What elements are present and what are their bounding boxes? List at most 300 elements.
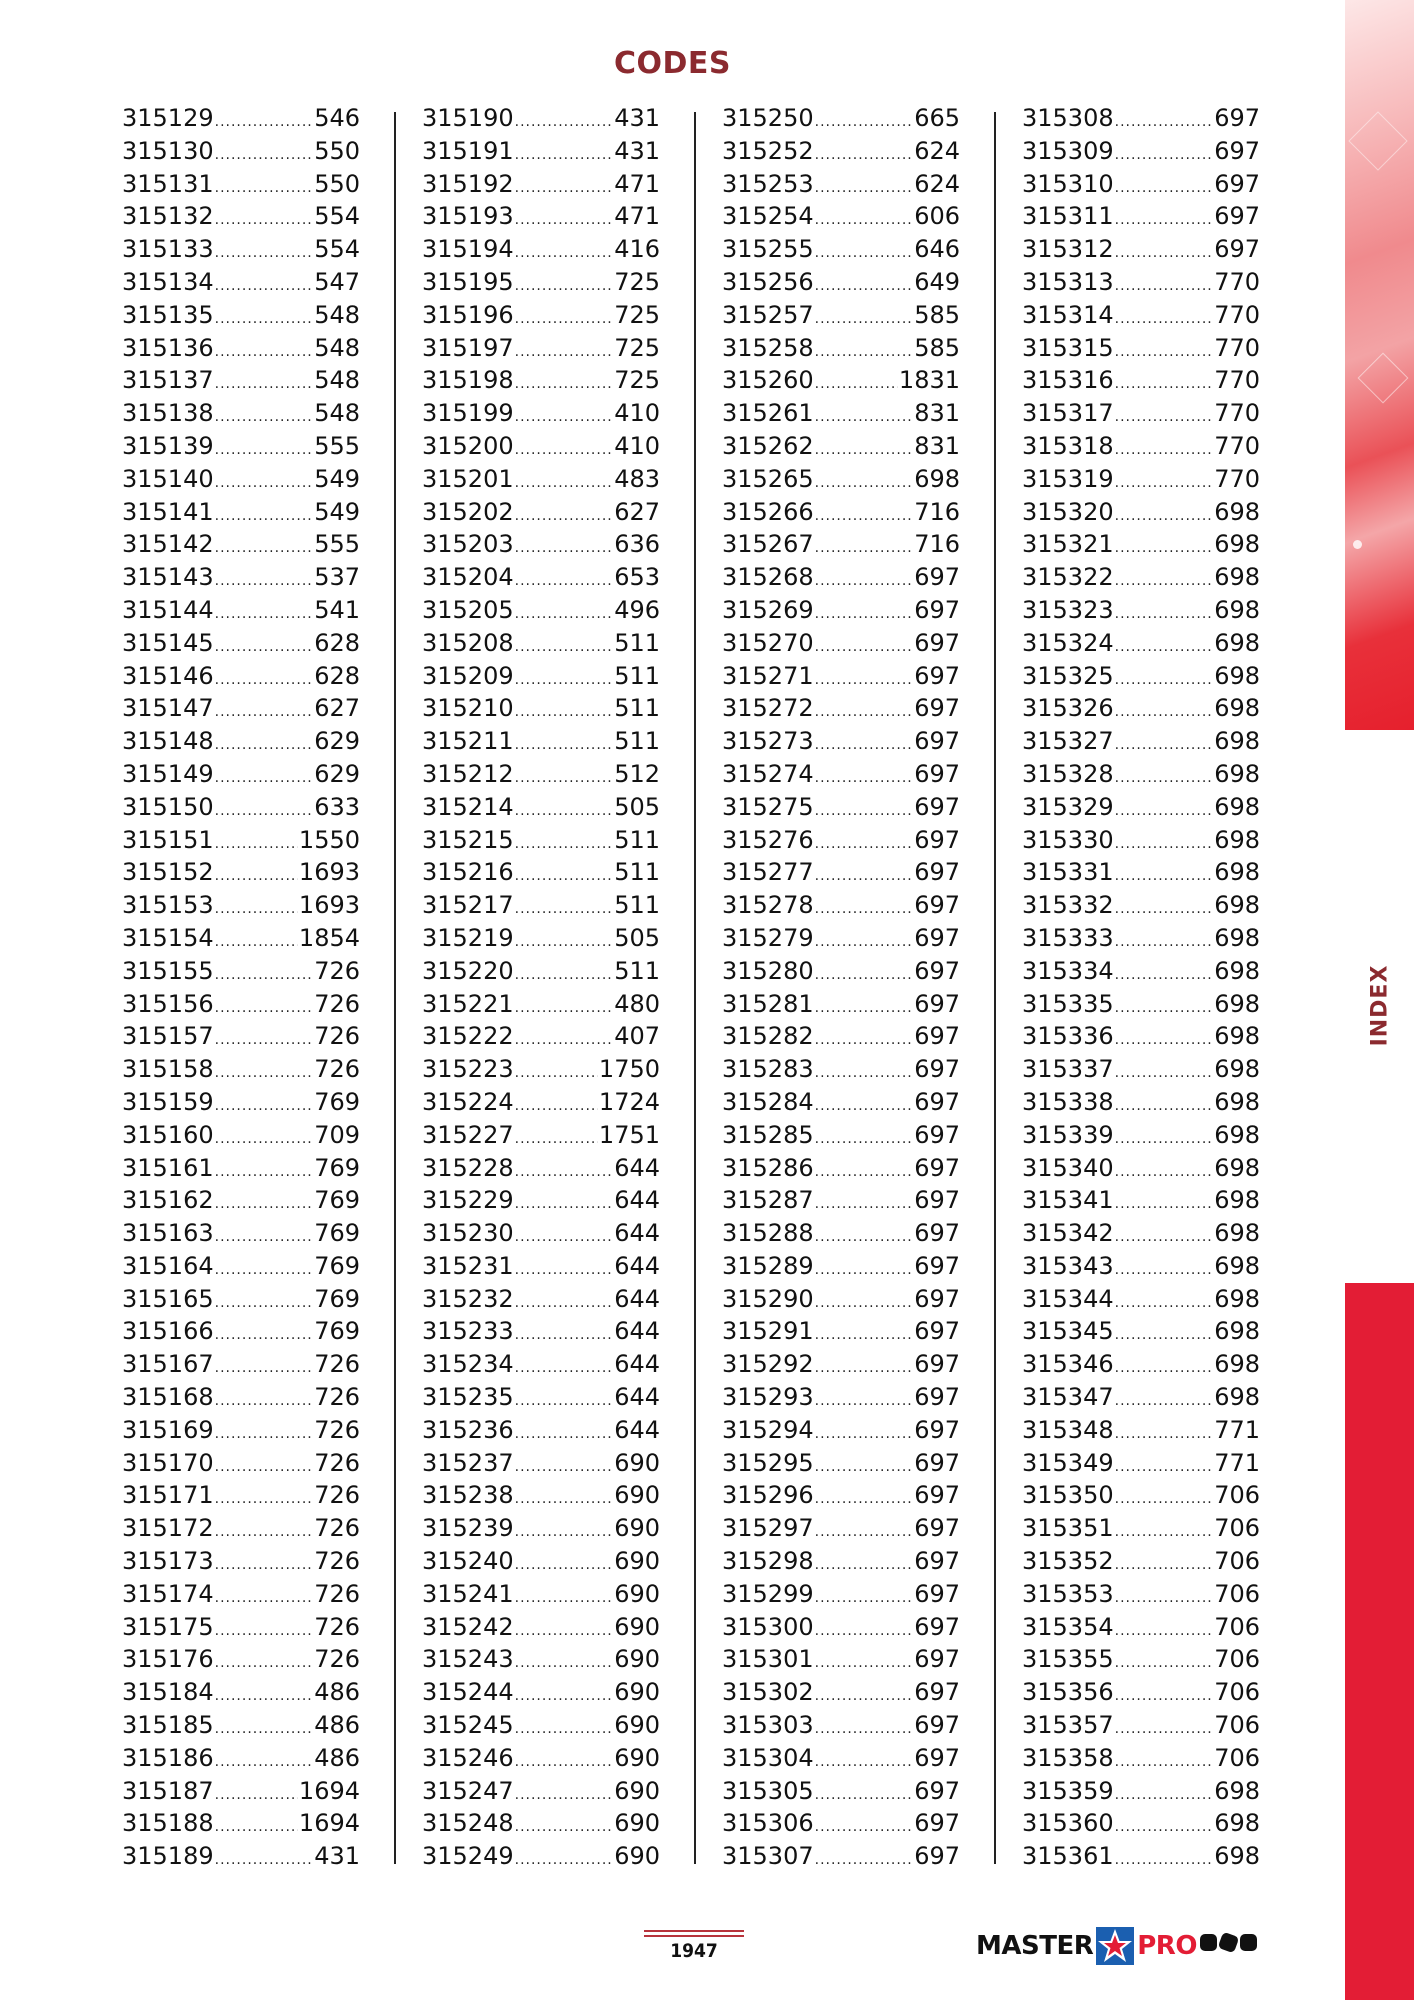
dot-leader [815, 1451, 914, 1484]
entry-code: 315196 [422, 300, 514, 329]
entry-code: 315357 [1022, 1711, 1114, 1740]
entry-code: 315352 [1022, 1547, 1114, 1576]
entry-code: 315308 [1022, 104, 1114, 132]
index-entry [722, 496, 960, 529]
dot-leader [815, 1549, 914, 1582]
index-entry [422, 168, 660, 201]
index-entry [422, 561, 660, 594]
entry-page: 690 [614, 1579, 660, 1608]
index-entry [422, 496, 660, 529]
dot-leader [215, 434, 314, 467]
index-entry [1022, 1807, 1260, 1840]
dot-leader [1115, 762, 1214, 795]
dot-leader [515, 172, 614, 205]
index-entry [122, 1578, 360, 1611]
entry-page: 550 [314, 136, 360, 165]
entry-page: 769 [314, 1087, 360, 1116]
dot-leader [515, 1352, 614, 1385]
logo-text-pro: PRO [1137, 1931, 1197, 1961]
dot-leader [215, 1090, 314, 1123]
dot-leader [515, 1647, 614, 1680]
dot-leader [1115, 828, 1214, 861]
dot-leader [815, 303, 914, 336]
entry-code: 315160 [122, 1120, 214, 1149]
entry-page: 726 [314, 956, 360, 985]
entry-page: 537 [314, 563, 360, 592]
entry-code: 315280 [722, 956, 814, 985]
entry-page: 511 [614, 661, 660, 690]
dot-leader [815, 1483, 914, 1516]
entry-code: 315143 [122, 563, 214, 592]
entry-code: 315304 [722, 1743, 814, 1772]
entry-code: 315341 [1022, 1186, 1114, 1215]
entry-code: 315190 [422, 104, 514, 132]
entry-page: 697 [914, 628, 960, 657]
entry-code: 315319 [1022, 464, 1114, 493]
entry-code: 315194 [422, 235, 514, 264]
dot-leader [1115, 139, 1214, 172]
entry-page: 697 [914, 563, 960, 592]
entry-page: 697 [914, 1579, 960, 1608]
entry-code: 315334 [1022, 956, 1114, 985]
side-band-gradient [1345, 0, 1414, 730]
index-entry [422, 627, 660, 660]
dot-leader [815, 1123, 914, 1156]
dot-leader [1115, 1418, 1214, 1451]
dot-leader [515, 434, 614, 467]
entry-code: 315239 [422, 1514, 514, 1543]
index-entry [122, 1611, 360, 1644]
index-entry [1022, 1611, 1260, 1644]
dot-leader [515, 1385, 614, 1418]
dot-leader [1115, 1385, 1214, 1418]
entry-page: 698 [1214, 1842, 1260, 1871]
entry-page: 698 [1214, 891, 1260, 920]
dot-leader [815, 1024, 914, 1057]
entry-code: 315332 [1022, 891, 1114, 920]
dot-leader [215, 1549, 314, 1582]
index-entry [722, 955, 960, 988]
dot-leader [815, 1254, 914, 1287]
entry-page: 706 [1214, 1547, 1260, 1576]
entry-page: 511 [614, 694, 660, 723]
entry-code: 315317 [1022, 399, 1114, 428]
dot-leader [515, 1549, 614, 1582]
dot-leader [515, 1516, 614, 1549]
entry-page: 698 [1214, 858, 1260, 887]
entry-code: 315168 [122, 1383, 214, 1412]
dot-leader [515, 336, 614, 369]
entry-page: 698 [1214, 694, 1260, 723]
index-entry [422, 299, 660, 332]
index-entry [1022, 824, 1260, 857]
entry-code: 315131 [122, 169, 214, 198]
entry-page: 644 [614, 1284, 660, 1313]
dot-leader [515, 664, 614, 697]
dot-leader [1115, 1352, 1214, 1385]
entry-code: 315336 [1022, 1022, 1114, 1051]
logo-text-master: MASTER [976, 1931, 1094, 1961]
dot-leader [1115, 1287, 1214, 1320]
index-entry [722, 1709, 960, 1742]
entry-code: 315348 [1022, 1415, 1114, 1444]
entry-page: 697 [914, 1415, 960, 1444]
dot-leader [1115, 1680, 1214, 1713]
entry-code: 315303 [722, 1711, 814, 1740]
entry-code: 315310 [1022, 169, 1114, 198]
index-entry [122, 692, 360, 725]
dot-leader [815, 729, 914, 762]
index-entry [722, 725, 960, 758]
index-entry [122, 758, 360, 791]
dot-leader [815, 1647, 914, 1680]
entry-code: 315291 [722, 1317, 814, 1346]
dot-leader [515, 1746, 614, 1779]
index-entry [722, 561, 960, 594]
dot-leader [1115, 696, 1214, 729]
dot-leader [815, 532, 914, 565]
entry-code: 315161 [122, 1153, 214, 1182]
index-entry [722, 1053, 960, 1086]
entry-page: 698 [1214, 1317, 1260, 1346]
index-entry [1022, 561, 1260, 594]
entry-code: 315284 [722, 1087, 814, 1116]
dot-leader [1115, 893, 1214, 926]
dot-leader [215, 1451, 314, 1484]
index-entry [1022, 200, 1260, 233]
dot-leader [215, 532, 314, 565]
entry-code: 315302 [722, 1678, 814, 1707]
dot-leader [515, 1090, 598, 1123]
entry-code: 315199 [422, 399, 514, 428]
entry-code: 315299 [722, 1579, 814, 1608]
index-entry [1022, 1742, 1260, 1775]
entry-code: 315326 [1022, 694, 1114, 723]
entry-code: 315211 [422, 727, 514, 756]
entry-code: 315147 [122, 694, 214, 723]
index-entry [722, 1315, 960, 1348]
dot-leader [515, 762, 614, 795]
entry-page: 726 [314, 1383, 360, 1412]
dot-leader [815, 1057, 914, 1090]
entry-page: 624 [914, 136, 960, 165]
entry-page: 698 [1214, 530, 1260, 559]
dot-leader [515, 893, 614, 926]
dot-leader [1115, 368, 1214, 401]
index-entry [722, 233, 960, 266]
entry-code: 315313 [1022, 267, 1114, 296]
dot-leader [215, 1188, 314, 1221]
entry-page: 555 [314, 530, 360, 559]
index-entry [422, 988, 660, 1021]
entry-code: 315134 [122, 267, 214, 296]
entry-code: 315276 [722, 825, 814, 854]
entry-code: 315298 [722, 1547, 814, 1576]
entry-page: 690 [614, 1842, 660, 1871]
index-entry [722, 791, 960, 824]
entry-page: 697 [914, 1317, 960, 1346]
entry-page: 706 [1214, 1579, 1260, 1608]
entry-code: 315220 [422, 956, 514, 985]
entry-page: 770 [1214, 300, 1260, 329]
entry-page: 769 [314, 1219, 360, 1248]
index-entry [1022, 1381, 1260, 1414]
masterpro-logo [976, 1926, 1197, 1966]
entry-page: 624 [914, 169, 960, 198]
index-entry [122, 1250, 360, 1283]
index-entry [122, 1512, 360, 1545]
dot-leader [215, 1287, 314, 1320]
entry-page: 770 [1214, 399, 1260, 428]
entry-page: 431 [614, 104, 660, 132]
entry-code: 315244 [422, 1678, 514, 1707]
index-entry [722, 824, 960, 857]
index-entry [422, 1775, 660, 1808]
entry-code: 315175 [122, 1612, 214, 1641]
dot-leader [1115, 1156, 1214, 1189]
page-number-rule [644, 1930, 744, 1940]
entry-code: 315233 [422, 1317, 514, 1346]
entry-page: 697 [914, 727, 960, 756]
index-entry [422, 1742, 660, 1775]
dot-leader [515, 532, 614, 565]
entry-code: 315344 [1022, 1284, 1114, 1313]
entry-code: 315209 [422, 661, 514, 690]
index-entry [422, 1643, 660, 1676]
dot-leader [515, 1188, 614, 1221]
dot-leader [815, 1582, 914, 1615]
dot-leader [515, 1451, 614, 1484]
entry-code: 315235 [422, 1383, 514, 1412]
index-entry [1022, 496, 1260, 529]
dot-leader [515, 992, 614, 1025]
entry-page: 698 [1214, 792, 1260, 821]
index-entry [722, 1775, 960, 1808]
entry-code: 315170 [122, 1448, 214, 1477]
dot-leader [215, 1647, 314, 1680]
index-entry [422, 528, 660, 561]
entry-page: 698 [1214, 661, 1260, 690]
dot-leader [515, 500, 614, 533]
entry-page: 633 [314, 792, 360, 821]
dot-leader [815, 1680, 914, 1713]
entry-code: 315241 [422, 1579, 514, 1608]
entry-code: 315200 [422, 431, 514, 460]
entry-code: 315268 [722, 563, 814, 592]
entry-code: 315155 [122, 956, 214, 985]
index-entry [722, 266, 960, 299]
entry-code: 315320 [1022, 497, 1114, 526]
entry-code: 315250 [722, 104, 814, 132]
entry-code: 315216 [422, 858, 514, 887]
dot-leader [815, 172, 914, 205]
entry-page: 697 [914, 1743, 960, 1772]
dot-leader [215, 1024, 314, 1057]
dot-leader [1115, 1582, 1214, 1615]
dot-leader [515, 1418, 614, 1451]
entry-code: 315203 [422, 530, 514, 559]
dot-leader [815, 696, 914, 729]
entry-page: 511 [614, 858, 660, 887]
page-title: CODES [613, 46, 732, 81]
dot-leader [515, 1287, 614, 1320]
entry-code: 315246 [422, 1743, 514, 1772]
entry-page: 554 [314, 202, 360, 231]
index-entry [1022, 102, 1260, 135]
entry-code: 315353 [1022, 1579, 1114, 1608]
entry-page: 541 [314, 595, 360, 624]
entry-page: 690 [614, 1809, 660, 1838]
index-entry [422, 1381, 660, 1414]
entry-code: 315150 [122, 792, 214, 821]
index-entry [722, 1643, 960, 1676]
entry-page: 665 [914, 104, 960, 132]
index-entry [1022, 791, 1260, 824]
index-entry [122, 1709, 360, 1742]
entry-code: 315158 [122, 1055, 214, 1084]
dot-leader [815, 893, 914, 926]
dot-leader [815, 959, 914, 992]
index-entry [722, 430, 960, 463]
index-entry [1022, 1053, 1260, 1086]
entry-code: 315296 [722, 1481, 814, 1510]
dot-leader [1115, 598, 1214, 631]
entry-page: 697 [914, 1055, 960, 1084]
entry-code: 315159 [122, 1087, 214, 1116]
entry-page: 1550 [298, 825, 360, 854]
entry-page: 698 [1214, 497, 1260, 526]
index-entry [1022, 1250, 1260, 1283]
dot-leader [515, 795, 614, 828]
entry-code: 315205 [422, 595, 514, 624]
entry-page: 725 [614, 333, 660, 362]
entry-page: 697 [914, 595, 960, 624]
index-entry [722, 758, 960, 791]
entry-page: 644 [614, 1383, 660, 1412]
entry-code: 315167 [122, 1350, 214, 1379]
index-entry [1022, 1840, 1260, 1873]
dot-leader [215, 336, 314, 369]
entry-page: 770 [1214, 333, 1260, 362]
entry-code: 315339 [1022, 1120, 1114, 1149]
dot-leader [1115, 237, 1214, 270]
dot-leader [815, 106, 914, 139]
entry-page: 548 [314, 366, 360, 395]
entry-code: 315275 [722, 792, 814, 821]
entry-page: 706 [1214, 1481, 1260, 1510]
dot-leader [1115, 664, 1214, 697]
entry-page: 697 [914, 694, 960, 723]
entry-code: 315301 [722, 1645, 814, 1674]
entry-page: 471 [614, 202, 660, 231]
index-entry [122, 1479, 360, 1512]
entry-code: 315137 [122, 366, 214, 395]
index-entry [1022, 332, 1260, 365]
entry-page: 416 [614, 235, 660, 264]
index-entry [122, 233, 360, 266]
index-entry [722, 1020, 960, 1053]
dot-leader [515, 1713, 614, 1746]
dot-leader [815, 368, 898, 401]
entry-page: 480 [614, 989, 660, 1018]
entry-code: 315355 [1022, 1645, 1114, 1674]
index-entry [122, 594, 360, 627]
entry-page: 771 [1214, 1448, 1260, 1477]
index-entry [422, 594, 660, 627]
entry-code: 315174 [122, 1579, 214, 1608]
index-entry [722, 889, 960, 922]
entry-code: 315342 [1022, 1219, 1114, 1248]
dot-leader [215, 1385, 314, 1418]
entry-code: 315278 [722, 891, 814, 920]
entry-code: 315195 [422, 267, 514, 296]
entry-page: 769 [314, 1317, 360, 1346]
entry-page: 486 [314, 1678, 360, 1707]
entry-code: 315322 [1022, 563, 1114, 592]
entry-page: 690 [614, 1711, 660, 1740]
entry-code: 315165 [122, 1284, 214, 1313]
index-entry [422, 1709, 660, 1742]
index-entry [122, 1086, 360, 1119]
entry-page: 548 [314, 333, 360, 362]
dot-leader [515, 1057, 598, 1090]
index-entry [1022, 692, 1260, 725]
entry-page: 770 [1214, 431, 1260, 460]
entry-code: 315282 [722, 1022, 814, 1051]
entry-code: 315327 [1022, 727, 1114, 756]
entry-code: 315255 [722, 235, 814, 264]
entry-page: 697 [914, 1153, 960, 1182]
entry-code: 315176 [122, 1645, 214, 1674]
index-entry [422, 1217, 660, 1250]
entry-code: 315337 [1022, 1055, 1114, 1084]
index-entry [122, 430, 360, 463]
index-entry [122, 1775, 360, 1808]
index-entry [422, 266, 660, 299]
dot-leader [215, 368, 314, 401]
dot-leader [515, 1582, 614, 1615]
entry-page: 690 [614, 1645, 660, 1674]
dot-leader [515, 1254, 614, 1287]
entry-page: 698 [1214, 595, 1260, 624]
entry-code: 315266 [722, 497, 814, 526]
index-entry [422, 397, 660, 430]
dot-leader [515, 270, 614, 303]
index-entry [1022, 168, 1260, 201]
dot-leader [815, 1221, 914, 1254]
dot-leader [215, 467, 314, 500]
index-entry [422, 1283, 660, 1316]
dot-leader [215, 1418, 314, 1451]
index-entry [722, 1381, 960, 1414]
entry-code: 315231 [422, 1251, 514, 1280]
index-entry [122, 791, 360, 824]
entry-page: 505 [614, 923, 660, 952]
entry-code: 315197 [422, 333, 514, 362]
dot-leader [215, 729, 314, 762]
index-entry [1022, 463, 1260, 496]
entry-page: 649 [914, 267, 960, 296]
entry-page: 627 [614, 497, 660, 526]
dot-leader [1115, 401, 1214, 434]
entry-page: 697 [914, 1087, 960, 1116]
entry-page: 628 [314, 628, 360, 657]
entry-code: 315325 [1022, 661, 1114, 690]
entry-page: 726 [314, 1612, 360, 1641]
entry-code: 315136 [122, 333, 214, 362]
entry-page: 653 [614, 563, 660, 592]
index-entry [722, 856, 960, 889]
